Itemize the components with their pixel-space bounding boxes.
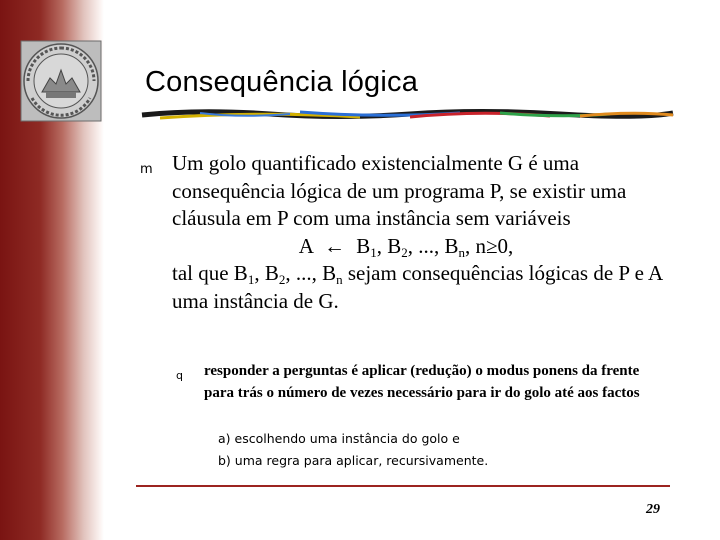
title-underline-brushstroke [140, 106, 675, 124]
formula-subscript: n [458, 244, 466, 260]
tail-text: tal que B [172, 261, 248, 285]
formula-line [172, 233, 670, 261]
tail-subscript: n [336, 272, 343, 287]
tail-subscript: 1 [247, 272, 255, 287]
formula-separator: , ..., [407, 233, 445, 258]
step-item: a) escolhendo uma instância do golo e [218, 431, 460, 446]
footer-divider [136, 485, 670, 487]
tail-subscript: 2 [278, 272, 286, 287]
bullet-marker-icon: m [140, 162, 153, 177]
formula-head: A [298, 233, 313, 258]
formula-tail: , n≥0, [465, 233, 514, 258]
sub-bullet [176, 360, 666, 404]
step-item: b) uma regra para aplicar, recursivamente. [218, 453, 489, 468]
tail-text: sejam consequências lógicas de P e A uma instância de G. [172, 261, 662, 313]
tail-text: , ..., B [285, 261, 337, 285]
main-bullet [140, 150, 670, 315]
formula-body-atom: B [387, 233, 402, 258]
left-arrow-icon: ← [323, 233, 345, 258]
page-number: 29 [646, 502, 660, 517]
main-bullet-tail [172, 260, 670, 315]
tail-text: , B [254, 261, 279, 285]
sub-bullet-text: responder a perguntas é aplicar (redução) o modus ponens da frente para trás o número de vezes necessário para ir do golo até aos factos [204, 363, 640, 401]
formula-subscript: 2 [401, 244, 408, 260]
main-bullet-text: Um golo quantificado existencialmente G é uma consequência lógica de um programa P, se existir uma cláusula em P com uma instância sem variáveis [172, 151, 627, 230]
steps-list [218, 428, 488, 472]
university-seal-logo [20, 40, 102, 122]
formula-subscript: 1 [370, 244, 377, 260]
formula-body-atom: B [444, 233, 459, 258]
slide-title: Consequência lógica [145, 66, 419, 98]
formula-separator: , [376, 233, 388, 258]
formula-body-atom: B [356, 233, 371, 258]
sub-bullet-marker-icon: q [176, 369, 183, 382]
